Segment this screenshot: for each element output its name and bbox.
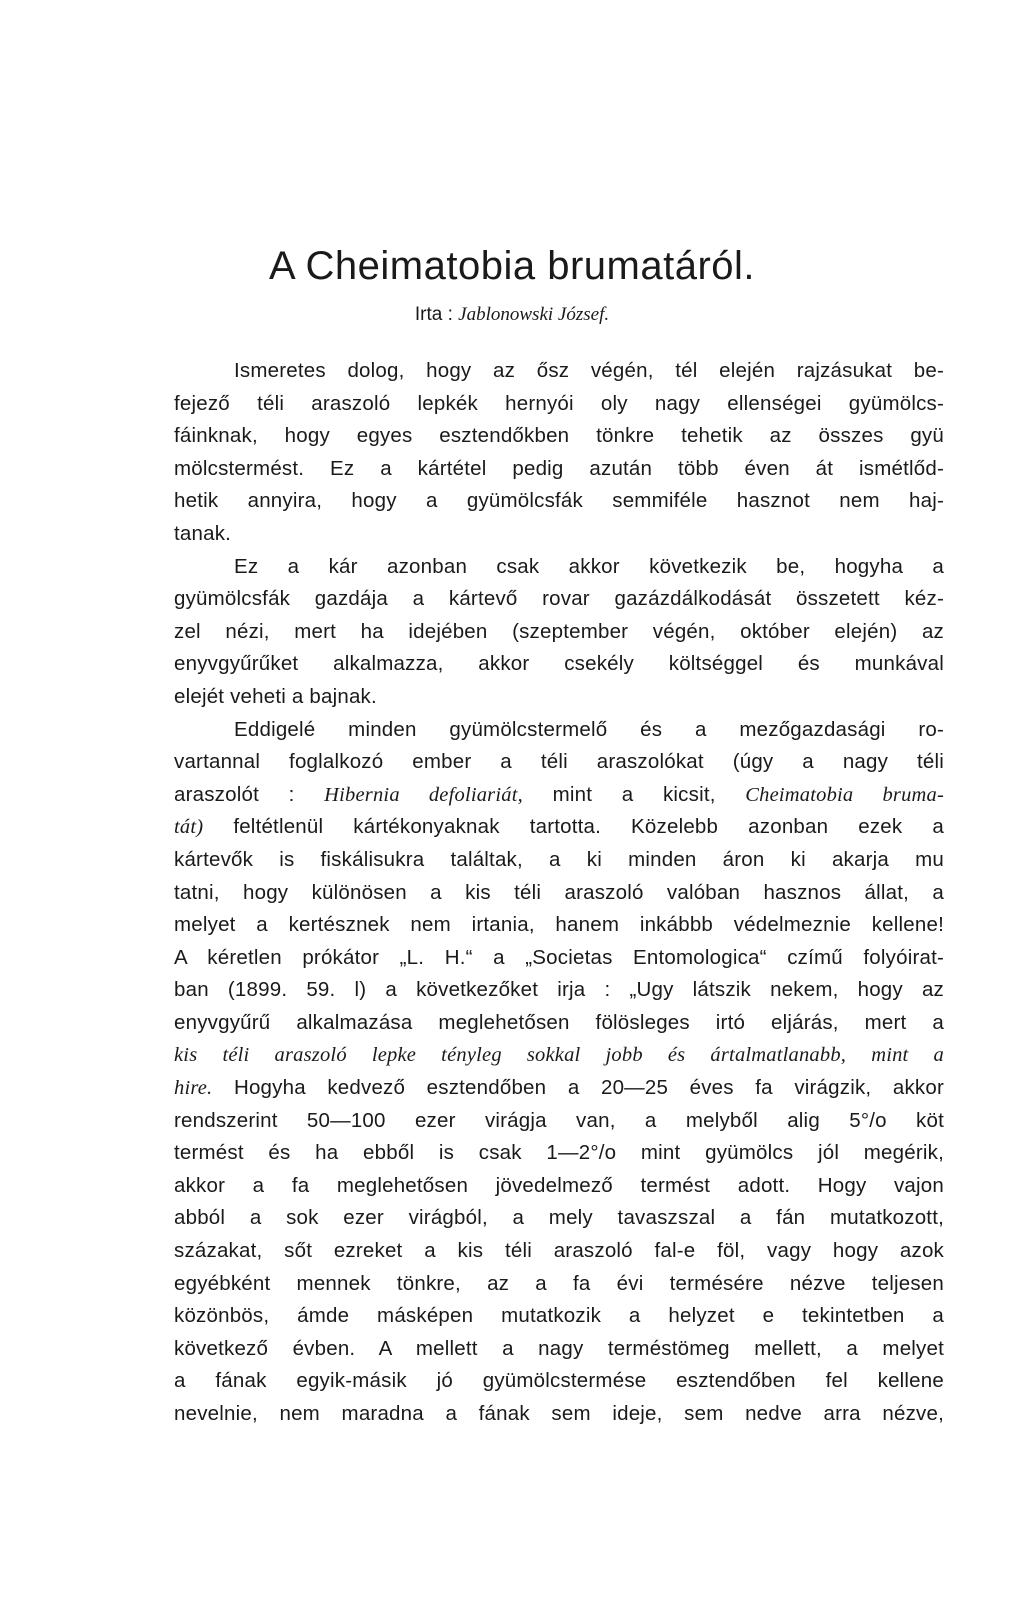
text-segment: melyet a kertésznek nem irtania, hanem inkábbb védelmeznie kellene! [174, 913, 944, 937]
text-segment: közönbös, ámde másképen mutatkozik a helyzet e tekintetben a [174, 1304, 944, 1328]
text-line [174, 388, 944, 421]
text-line [174, 714, 944, 747]
italic-text: Cheimatobia bruma- [745, 783, 945, 806]
text-line [174, 648, 944, 681]
text-segment: egyébként mennek tönkre, az a fa évi termésére nézve teljesen [174, 1271, 944, 1295]
text-segment: araszolót : [174, 782, 325, 806]
text-line [174, 1170, 944, 1203]
text-line [174, 485, 944, 518]
italic-text: hire. [174, 1077, 213, 1100]
text-segment: mölcstermést. Ez a kártétel pedig azután több éven át ismétlőd- [174, 456, 944, 480]
text-line [174, 1268, 944, 1301]
text-line [174, 942, 944, 975]
page-title: A Cheimatobia brumatáról. [268, 244, 756, 288]
text-segment: feltétlenül kártékonyaknak tartotta. Közelebb azonban ezek a [203, 815, 944, 839]
text-segment: akkor a fa meglehetősen jövedelmező termést adott. Hogy vajon [174, 1173, 944, 1197]
text-line [174, 1365, 944, 1398]
italic-text: tát) [174, 816, 204, 839]
text-line [174, 1202, 944, 1235]
author-name: Jablonowski József. [458, 304, 610, 325]
text-segment: elejét veheti a bajnak. [174, 684, 377, 708]
text-segment: termést és ha ebből is csak 1—2°/o mint gyümölcs jól megérik, [174, 1141, 944, 1165]
text-line [174, 1333, 944, 1366]
text-segment: ban (1899. 59. l) a következőket irja : „Ugy látszik nekem, hogy az [174, 978, 944, 1002]
text-segment: abból a sok ezer virágból, a mely tavaszszal a fán mutatkozott, [174, 1206, 944, 1230]
text-line [174, 811, 944, 844]
text-line [174, 1072, 944, 1105]
text-line [174, 1007, 944, 1040]
text-segment: fejező téli araszoló lepkék hernyói oly nagy ellenségei gyümölcs- [174, 391, 944, 415]
text-segment: nevelnie, nem maradna a fának sem ideje, sem nedve arra nézve, [174, 1402, 944, 1425]
text-line [174, 551, 944, 584]
byline-prefix: Irta : [414, 304, 453, 325]
text-line [174, 1105, 944, 1138]
text-line [174, 681, 944, 714]
text-segment: a fának egyik-másik jó gyümölcstermése esztendőben fel kellene [174, 1369, 944, 1393]
text-line [174, 518, 944, 551]
text-segment: fáinknak, hogy egyes esztendőkben tönkre tehetik az összes gyü [174, 424, 944, 448]
text-line [174, 355, 944, 388]
text-line [174, 1137, 944, 1170]
text-segment: enyvgyűrűket alkalmazza, akkor csekély költséggel és munkával [174, 652, 944, 676]
text-line [174, 1398, 944, 1431]
text-line [174, 909, 944, 942]
text-segment: tatni, hogy különösen a kis téli araszoló valóban hasznos állat, a [174, 880, 944, 904]
text-segment: mint a kicsit, [522, 782, 746, 806]
text-segment: Ismeretes dolog, hogy az ősz végén, tél elején rajzásukat be- [234, 359, 944, 382]
text-line [174, 974, 944, 1007]
text-segment: százakat, sőt ezreket a kis téli araszoló fal-e föl, vagy hogy azok [174, 1239, 944, 1263]
text-segment: enyvgyűrű alkalmazása meglehetősen fölösleges irtó eljárás, mert a [174, 1010, 944, 1034]
text-segment: gyümölcsfák gazdája a kártevő rovar gazázdálkodását összetett kéz- [174, 587, 944, 611]
italic-text: Hibernia defoliariát, [324, 783, 523, 806]
text-line [174, 1235, 944, 1268]
byline [0, 302, 1024, 328]
text-segment: kártevők is fiskálisukra találtak, a ki minden áron ki akarja mu [174, 847, 944, 871]
text-segment: A kéretlen prókátor „L. H.“ a „Societas Entomologica“ czímű folyóirat- [174, 945, 944, 969]
text-segment: Eddigelé minden gyümölcstermelő és a mezőgazdasági ro- [234, 717, 944, 741]
text-segment: tanak. [174, 521, 232, 545]
article-body [174, 355, 944, 1431]
text-segment: zel nézi, mert ha idejében (szeptember végén, október elején) az [174, 619, 944, 643]
text-line [174, 1039, 944, 1072]
text-line [174, 779, 944, 812]
text-segment: Hogyha kedvező esztendőben a 20—25 éves fa virágzik, akkor [212, 1076, 944, 1100]
text-segment: vartannal foglalkozó ember a téli araszolókat (úgy a nagy téli [174, 750, 944, 774]
text-line [174, 453, 944, 486]
text-line [174, 877, 944, 910]
text-line [174, 1300, 944, 1333]
italic-text: kis téli araszoló lepke tényleg sokkal jobb és ártalmatlanabb, mint a [174, 1044, 944, 1067]
text-segment: következő évben. A mellett a nagy terméstömeg mellett, a melyet [174, 1336, 944, 1360]
text-line [174, 844, 944, 877]
text-segment: Ez a kár azonban csak akkor következik be, hogyha a [234, 554, 944, 578]
text-segment: hetik annyira, hogy a gyümölcsfák semmiféle hasznot nem haj- [174, 489, 944, 513]
text-line [174, 420, 944, 453]
text-line [174, 616, 944, 649]
text-line [174, 746, 944, 779]
text-line [174, 583, 944, 616]
text-segment: rendszerint 50—100 ezer virágja van, a melyből alig 5°/o köt [174, 1108, 944, 1132]
